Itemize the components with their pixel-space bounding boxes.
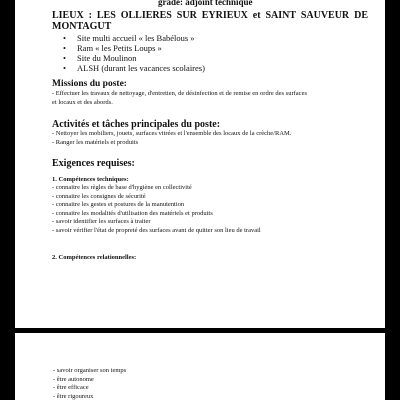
site-item: • Ram « les Petits Loups » xyxy=(63,43,162,53)
bullet-icon: • xyxy=(63,33,66,43)
bullet-icon: • xyxy=(63,63,66,73)
list-item: - savoir vérifier l'état de propreté des surfaces avant de quitter son lieu de travail xyxy=(52,226,261,234)
bullet-icon: • xyxy=(63,43,66,53)
competences-relationnelles-heading: 2. Compétences relationnelles: xyxy=(52,254,137,261)
list-item: - connaitre les modalités d'utilisation des matériels et produits xyxy=(52,209,213,217)
list-item: - savoir identifier les surfaces à traiter xyxy=(52,218,151,225)
sites-list xyxy=(63,33,205,73)
bullet-icon: • xyxy=(63,53,66,63)
competences-techniques-heading: 1. Compétences techniques: xyxy=(52,176,129,183)
lieux-heading-line-1: LIEUX : LES OLLIERES SUR EYRIEUX et SAINT SAUVEUR DE xyxy=(52,10,368,21)
missions-text xyxy=(52,90,372,107)
list-item: - connaitre les règles de base d'hygiène en collectivité xyxy=(52,184,192,191)
text-line: - Effectuer les travaux de nettoyage, d'entretien, de désinfection et de remise en ordre des surfaces xyxy=(52,90,307,97)
list-item: - savoir organiser son temps xyxy=(53,367,127,374)
competences-relationnelles-list xyxy=(53,367,373,400)
competences-techniques-list xyxy=(52,184,372,235)
document-page-1 xyxy=(15,0,385,328)
text-line: et locaux et des abords. xyxy=(52,98,113,106)
document-page-2 xyxy=(15,333,385,400)
text-line: - Ranger les matériels et produits xyxy=(52,138,139,146)
list-item: - être rigoureux xyxy=(53,392,94,400)
site-item: • Site multi accueil « les Babélous » xyxy=(63,33,195,43)
grade-line: grade: adjoint technique xyxy=(158,0,253,7)
activites-text xyxy=(52,130,372,147)
site-item: • ALSH (durant les vacances scolaires) xyxy=(63,63,205,73)
lieux-heading-line-2: MONTAGUT xyxy=(52,21,112,32)
list-item: - être efficace xyxy=(53,384,89,391)
activites-heading: Activités et tâches principales du poste: xyxy=(52,119,221,130)
list-item: - connaitre les consignes de sécurité xyxy=(52,192,146,200)
text-line: - Nettoyer les mobiliers, jouets, surfaces vitrées et l'ensemble des locaux de la crèche/RAM. xyxy=(52,130,292,137)
list-item: - être autonome xyxy=(53,375,94,383)
exigences-heading: Exigences requises: xyxy=(52,158,135,169)
missions-heading: Missions du poste: xyxy=(52,79,127,89)
site-item: • Site du Moulinon xyxy=(63,53,137,63)
list-item: - connaitre les gestes et postures de la manutention xyxy=(52,201,185,208)
